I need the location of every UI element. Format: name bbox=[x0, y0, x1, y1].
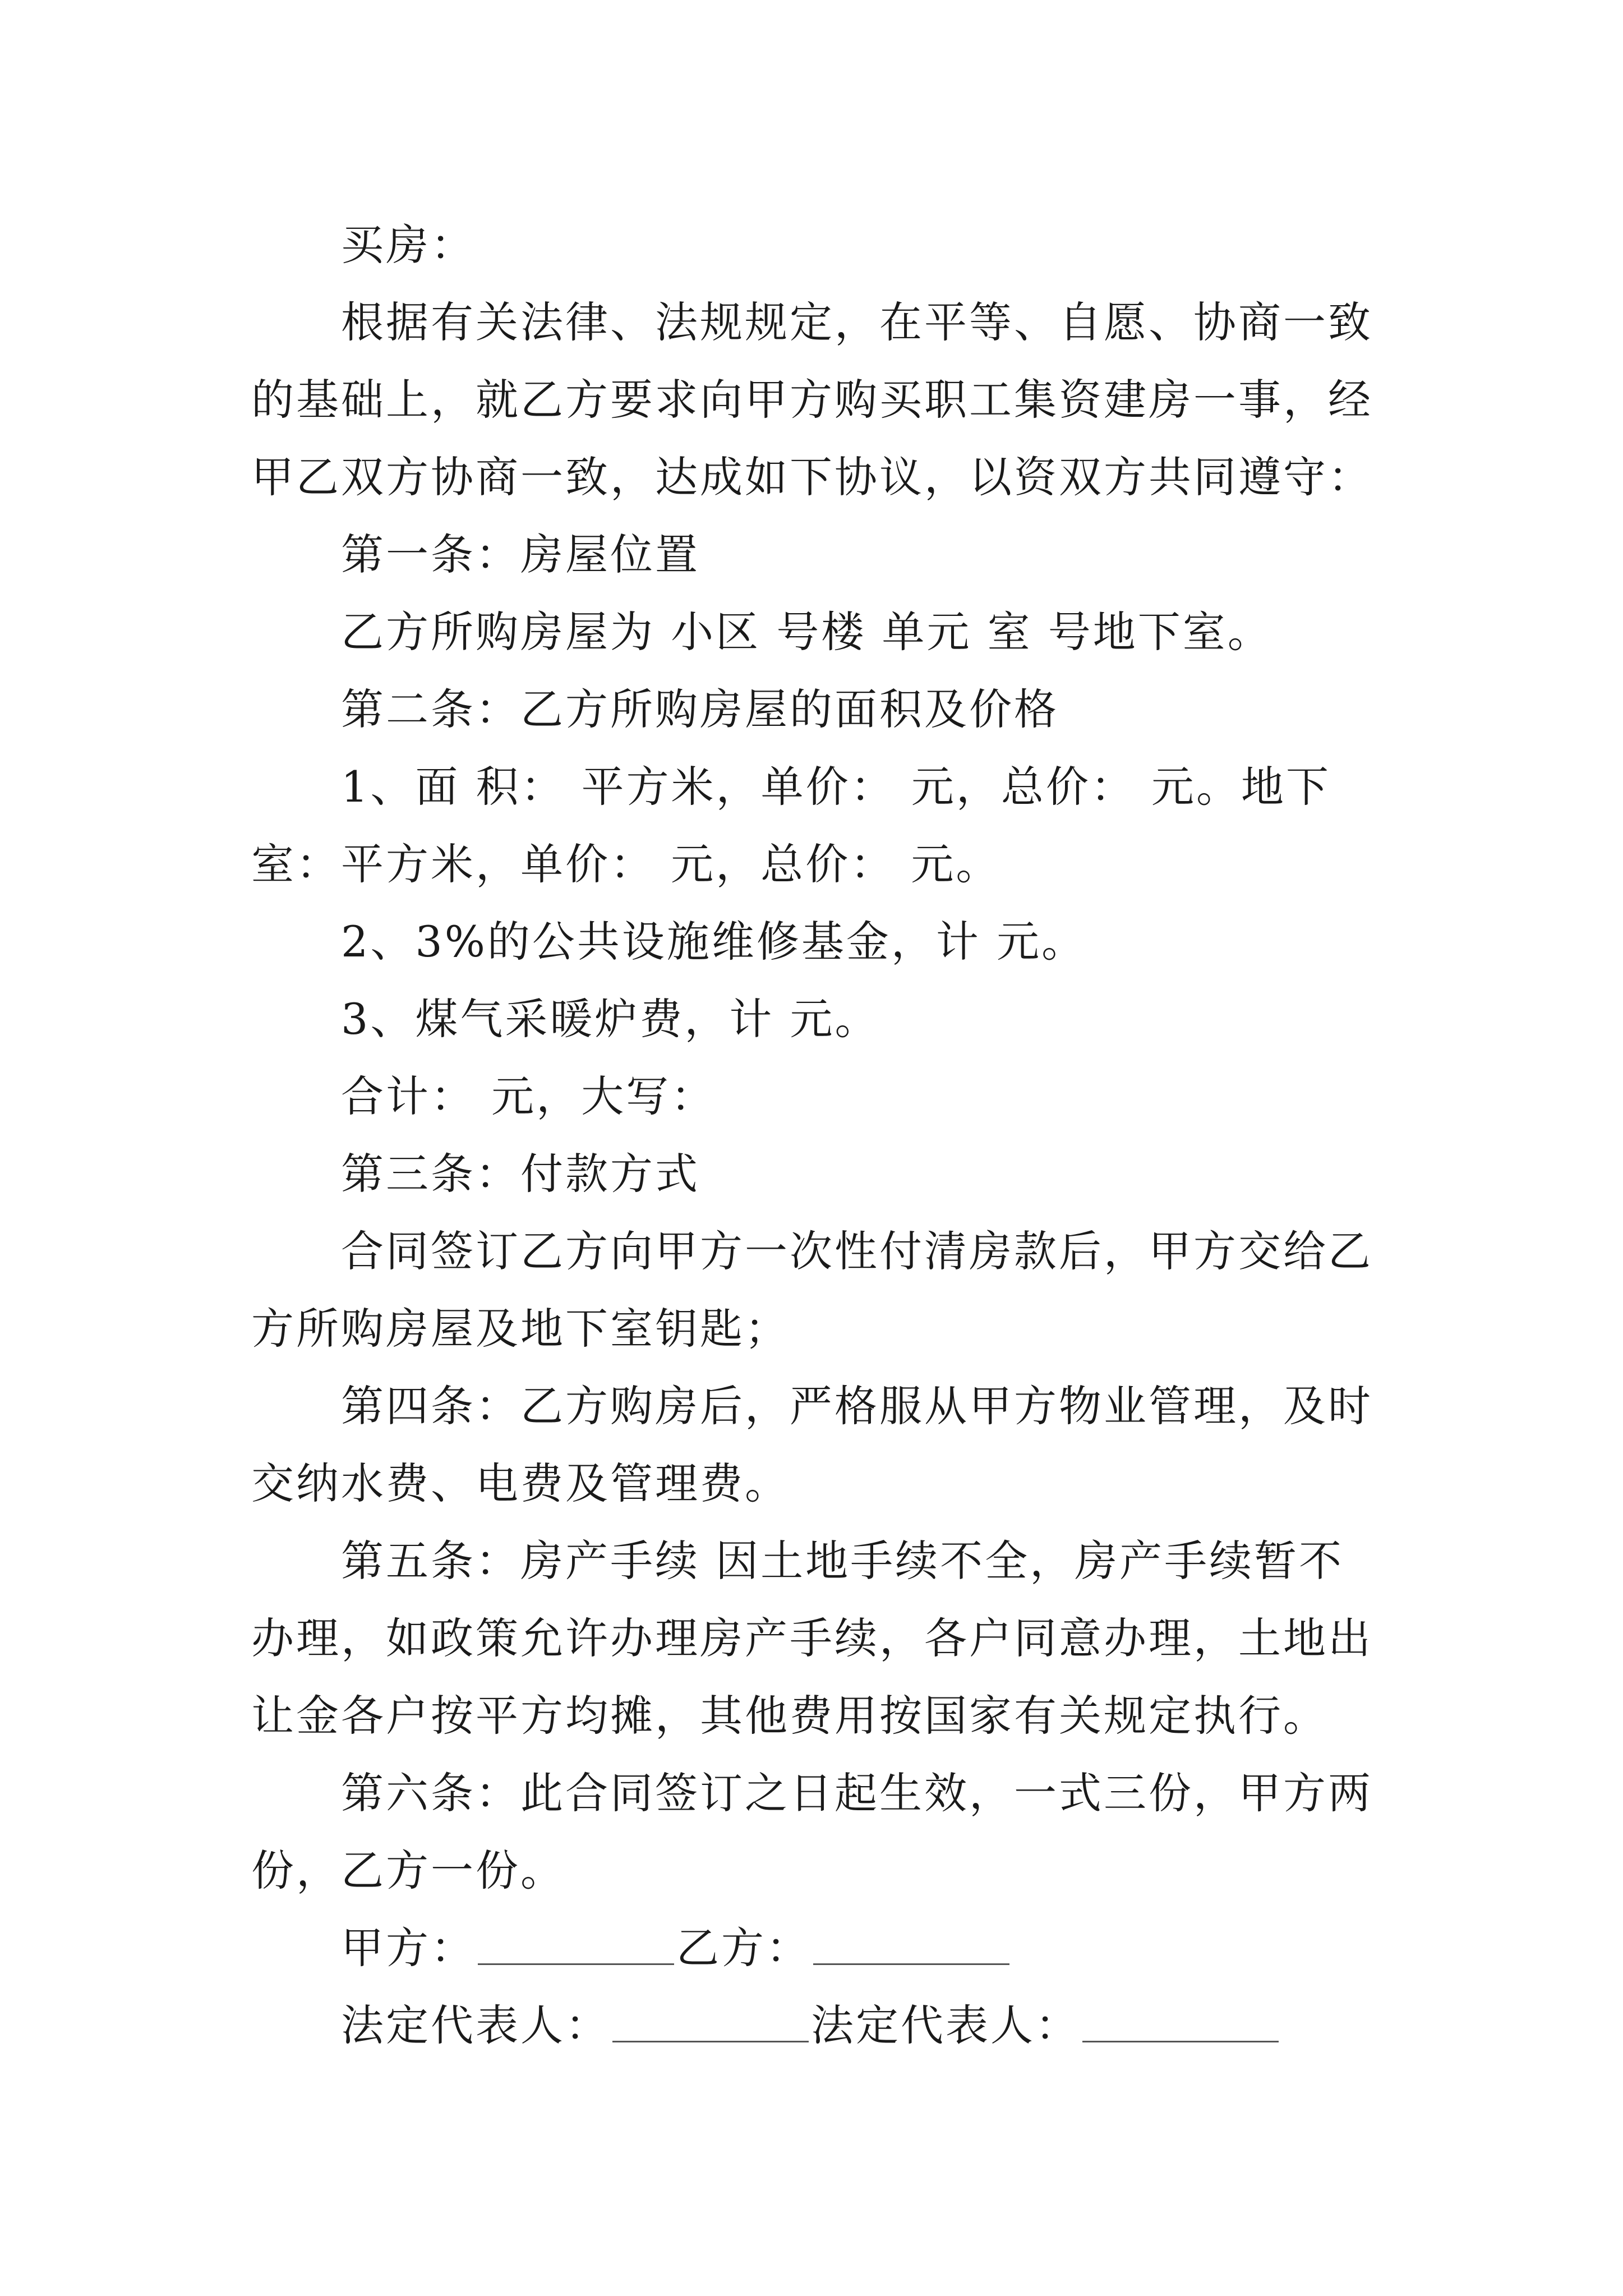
signature-reps-line bbox=[251, 1987, 1384, 2064]
party-a-label: 甲方： bbox=[341, 1923, 476, 1973]
article-2-title: 第二条：乙方所购房屋的面积及价格 bbox=[341, 684, 1059, 734]
article-2-item-1: 1、面 积： 平方米，单价： 元，总价： 元。地下室：平方米，单价： 元，总价： 元。 bbox=[251, 762, 1331, 889]
rep-a-label: 法定代表人： bbox=[341, 2000, 610, 2050]
signature-parties-line bbox=[251, 1910, 1384, 1987]
article-1-title: 第一条：房屋位置 bbox=[341, 530, 700, 579]
article-2-item-3: 3、煤气采暖炉费，计 元。 bbox=[341, 994, 880, 1044]
party-a-blank[interactable] bbox=[478, 1924, 674, 1965]
article-4: 第四条：乙方购房后，严格服从甲方物业管理，及时交纳水费、电费及管理费。 bbox=[251, 1381, 1373, 1508]
article-3-title: 第三条：付款方式 bbox=[341, 1149, 700, 1199]
rep-b-blank[interactable] bbox=[1082, 2001, 1279, 2042]
preamble-paragraph: 根据有关法律、法规规定，在平等、自愿、协商一致的基础上，就乙方要求向甲方购买职工集资建房一事，经甲乙双方协商一致，达成如下协议，以资双方共同遵守： bbox=[251, 297, 1373, 502]
rep-b-label: 法定代表人： bbox=[811, 2000, 1080, 2050]
article-3-body: 合同签订乙方向甲方一次性付清房款后，甲方交给乙方所购房屋及地下室钥匙； bbox=[251, 1226, 1373, 1354]
article-6: 第六条：此合同签订之日起生效，一式三份，甲方两份，乙方一份。 bbox=[251, 1768, 1373, 1895]
rep-a-blank[interactable] bbox=[612, 2001, 809, 2042]
article-1-body: 乙方所购房屋为 小区 号楼 单元 室 号地下室。 bbox=[341, 607, 1272, 657]
heading-buy-house: 买房： bbox=[341, 220, 476, 270]
article-5: 第五条：房产手续 因土地手续不全，房产手续暂不办理，如政策允许办理房产手续，各户同意办理，土地出让金各户按平方均摊，其他费用按国家有关规定执行。 bbox=[251, 1536, 1373, 1741]
party-b-label: 乙方： bbox=[676, 1923, 811, 1973]
total-line: 合计： 元，大写： bbox=[341, 1071, 716, 1121]
article-2-item-2: 2、3%的公共设施维修基金，计 元。 bbox=[341, 917, 1087, 967]
document-body bbox=[251, 206, 1384, 2064]
party-b-blank[interactable] bbox=[813, 1924, 1009, 1965]
